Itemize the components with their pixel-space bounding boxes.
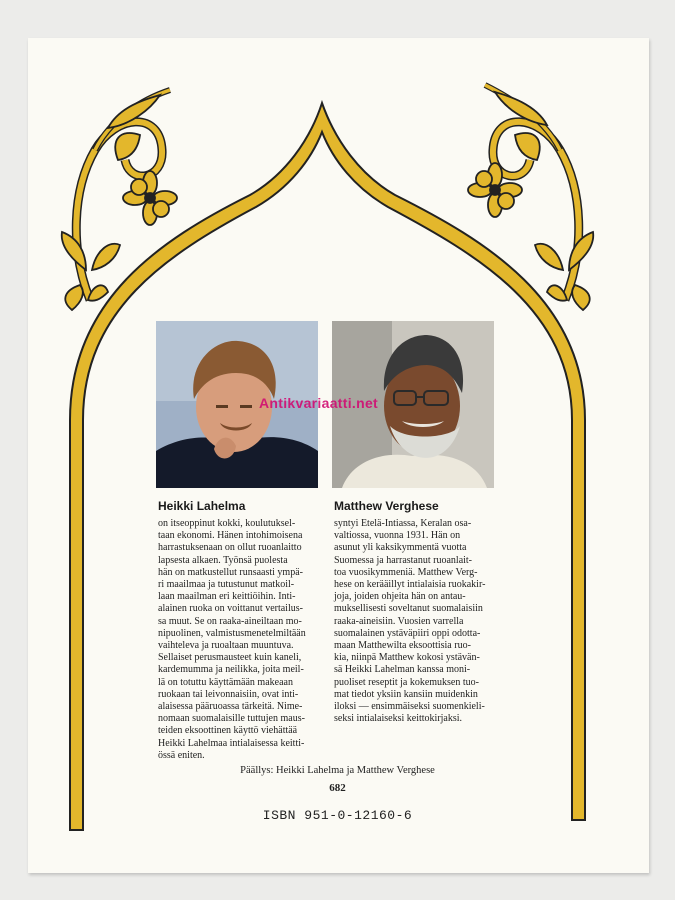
bio-line: suomalainen ystäväpiiri oppi odotta- <box>334 627 481 639</box>
author-name-right: Matthew Verghese <box>334 499 439 513</box>
bio-line: vaihteleva ja ruoaltaan muuntuva. <box>158 640 294 652</box>
bio-line: Heikki Lahelmaa intialaisessa keitti- <box>158 737 305 749</box>
bio-line: alaisessa pääruoassa tärkeitä. Nime- <box>158 701 303 713</box>
bio-line: sä Heikki Lahelman kanssa moni- <box>334 664 471 676</box>
bio-line: maan Matthewilta eksoottisia ruo- <box>334 640 471 652</box>
bio-line: muksellisesti soveltanut suomalaisiin <box>334 603 483 615</box>
bio-line: Sellaiset perusmausteet kuin kaneli, <box>158 652 302 664</box>
bio-line: puoliset reseptit ja kokemuksen tuo- <box>334 676 479 688</box>
bio-line: harrastuksenaan on ollut ruoanlaitto <box>158 542 302 554</box>
bio-line: asunut yli kaksikymmentä vuotta <box>334 542 467 554</box>
bio-line: teiden eksoottinen käyttö viehättää <box>158 725 298 737</box>
bio-line: syntyi Etelä-Intiassa, Keralan osa- <box>334 518 472 529</box>
author-bio-left <box>158 518 318 762</box>
series-number: 682 <box>329 782 346 794</box>
bio-line: taan ekonomi. Hänen intohimoisena <box>158 530 303 542</box>
bio-line: mat tiedot yksiin kansiin muidenkin <box>334 688 478 700</box>
bio-line: laan maailman eri keittiöihin. Inti- <box>158 591 296 603</box>
bio-line: toa vuosikymmeniä. Matthew Verg- <box>334 566 478 578</box>
cover-credit: Päällys: Heikki Lahelma ja Matthew Verghese <box>240 765 435 776</box>
bio-line: össä eniten. <box>158 749 205 761</box>
bio-line: alainen ruoka on voittanut vertailus- <box>158 603 303 615</box>
bio-line: kardemumma ja neilikka, joita meil- <box>158 664 304 676</box>
bio-line: joja, joiden ohjeita hän on antau- <box>334 591 466 603</box>
bio-line: raaka-aineisiin. Vuosien varrella <box>334 615 464 627</box>
bio-line: hese on kerääillyt intialaisia ruokakir- <box>334 579 486 591</box>
bio-line: lapsesta alkaen. Työnsä puolesta <box>158 554 288 566</box>
bio-line: ruokaan tai leivonnaisiin, ovat inti- <box>158 688 299 700</box>
bio-line: nipuolinen, valmistusmenetelmiltään <box>158 627 306 639</box>
bio-line: on itseoppinut kokki, koulutuksel- <box>158 518 296 529</box>
bio-line: ri maailmaa ja tutustunut matkoil- <box>158 579 295 591</box>
isbn: ISBN 951-0-12160-6 <box>262 808 413 823</box>
right-flower <box>468 163 522 217</box>
bio-line: iloksi — ensimmäiseksi suomenkieli- <box>334 701 485 713</box>
bio-line: nomaan suomalaisille tuttujen maus- <box>158 713 305 725</box>
bio-line: lä on totuttu käyttämään makeaan <box>158 676 293 688</box>
bio-line: seksi intialaiseksi keittokirjaksi. <box>334 713 463 725</box>
bio-line: valtiossa, vuonna 1931. Hän on <box>334 530 461 542</box>
author-bio-right <box>334 518 494 725</box>
right-floral-ornament <box>468 85 593 310</box>
bio-line: Suomessa ja harrastanut ruoanlait- <box>334 554 473 566</box>
left-floral-ornament <box>62 90 177 310</box>
bio-line: kia, niinpä Matthew kokosi ystävän- <box>334 652 480 664</box>
watermark-text: Antikvariaatti.net <box>259 395 378 411</box>
bio-line: sa muut. Se on raaka-aineiltaan mo- <box>158 615 302 627</box>
left-flower <box>123 171 177 225</box>
bio-line: hän on matkustellut runsaasti ympä- <box>158 566 303 578</box>
author-name-left: Heikki Lahelma <box>158 499 246 513</box>
